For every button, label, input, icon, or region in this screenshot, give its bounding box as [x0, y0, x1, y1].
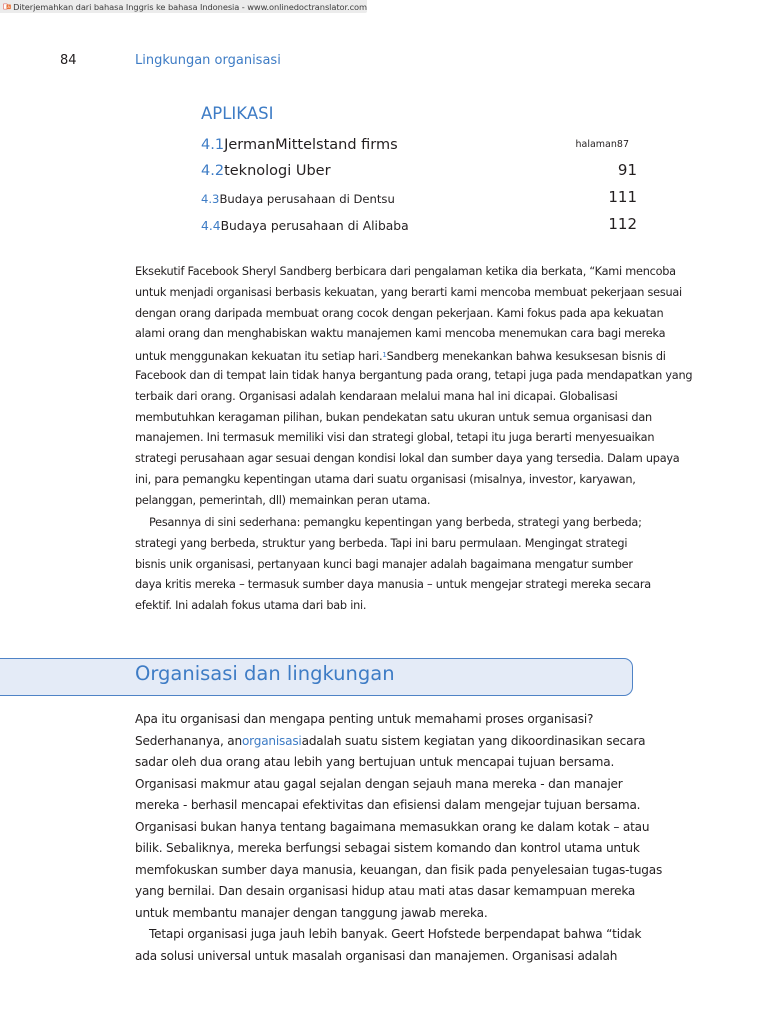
text-line: strategi yang berbeda, struktur yang berbeda. Tapi ini baru permulaan. Mengingat strategi — [135, 536, 628, 550]
running-head: Lingkungan organisasi — [135, 53, 281, 68]
application-item — [201, 133, 637, 153]
text-line: membutuhkan keragaman pilihan, bukan pendekatan satu ukuran untuk semua organisasi dan — [135, 410, 652, 424]
text-line: untuk membantu manajer dengan tanggung jawab mereka. — [135, 905, 488, 920]
text-line: pelanggan, pemerintah, dll) memainkan peran utama. — [135, 493, 431, 507]
text-line — [135, 731, 646, 753]
text-line: memfokuskan sumber daya manusia, keuangan, dan fisik pada penyelesaian tugas-tugas — [135, 862, 663, 877]
translator-banner[interactable] — [0, 0, 367, 13]
text-line: Organisasi makmur atau gagal sejalan dengan sejauh mana mereka - dan manajer — [135, 776, 623, 791]
application-number: 4.3 — [201, 192, 220, 206]
text-line: ada solusi universal untuk masalah organisasi dan manajemen. Organisasi adalah — [135, 948, 618, 963]
text-line: sadar oleh dua orang atau lebih yang bertujuan untuk mencapai tujuan bersama. — [135, 755, 615, 769]
svg-text:A: A — [7, 5, 10, 10]
text-segment: Sandberg menekankan bahwa kesuksesan bisnis di — [386, 350, 666, 364]
text-line: strategi perusahaan agar sesuai dengan kondisi lokal dan sumber daya yang tersedia. Dalam upaya — [135, 452, 680, 466]
applications-heading: APLIKASI — [201, 104, 274, 123]
text-line: alami orang dan menghabiskan waktu manajemen kami mencoba menemukan cara bagi mereka — [135, 327, 666, 341]
application-number: 4.2 — [201, 163, 225, 179]
text-line: mereka - berhasil mencapai efektivitas dan efisiensi dalam mengejar tujuan bersama. — [135, 798, 641, 812]
section-title: Organisasi dan lingkungan — [135, 662, 395, 685]
text-line: dengan orang daripada membuat orang cocok dengan pekerjaan. Kami fokus pada apa kekuatan — [135, 306, 664, 320]
application-title: JermanMittelstand firms — [224, 137, 398, 153]
text-line: daya kritis mereka – termasuk sumber daya manusia – untuk mengejar strategi mereka secara — [135, 578, 651, 592]
text-segment: untuk menggunakan kekuatan itu setiap hari. — [135, 350, 383, 364]
text-segment: adalah suatu sistem kegiatan yang dikoordinasikan secara — [301, 733, 646, 748]
text-line: Organisasi bukan hanya tentang bagaimana memasukkan orang ke dalam kotak – atau — [135, 819, 650, 834]
pdf-translate-icon — [3, 1, 11, 12]
text-line: untuk menjadi organisasi berbasis kekuatan, yang berarti kami mencoba membuat pekerjaan sesuai — [135, 285, 682, 299]
text-line: bisnis unik organisasi, pertanyaan kunci bagi manajer adalah bagaimana mengatur sumber — [135, 557, 633, 571]
text-line: Facebook dan di tempat lain tidak hanya bergantung pada orang, tetapi juga pada mendapatkan yang — [135, 368, 693, 382]
application-page: 111 — [608, 188, 637, 206]
application-page: 112 — [608, 215, 637, 233]
text-line: ini, para pemangku kepentingan utama dari suatu organisasi (misalnya, investor, karyawan, — [135, 472, 636, 486]
application-page: halaman87 — [575, 139, 629, 150]
glossary-term-link[interactable]: organisasi — [241, 733, 302, 748]
application-page: 91 — [617, 161, 637, 179]
text-line: bilik. Sebaliknya, mereka berfungsi sebagai sistem komando dan kontrol utama untuk — [135, 841, 640, 855]
text-line: Tetapi organisasi juga jauh lebih banyak. Geert Hofstede berpendapat bahwa “tidak — [149, 927, 642, 941]
text-line: Eksekutif Facebook Sheryl Sandberg berbicara dari pengalaman ketika dia berkata, “Kami mencoba — [135, 265, 676, 278]
application-title: Budaya perusahaan di Dentsu — [219, 192, 395, 206]
text-line: yang bernilai. Dan desain organisasi hidup atau mati atas dasar kemampuan mereka — [135, 884, 636, 898]
application-number: 4.1 — [201, 137, 225, 153]
intro-paragraph-2 — [135, 513, 651, 617]
section-body — [135, 709, 663, 967]
text-line — [135, 345, 666, 366]
application-item — [201, 159, 637, 179]
page-number: 84 — [60, 53, 77, 68]
text-line: terbaik dari orang. Organisasi adalah kendaraan melalui mana hal ini dicapai. Globalisasi — [135, 389, 618, 403]
text-line: manajemen. Ini termasuk memiliki visi dan strategi global, tetapi itu juga berarti menyesuaikan — [135, 431, 655, 445]
text-line: efektif. Ini adalah fokus utama dari bab ini. — [135, 599, 367, 613]
application-number: 4.4 — [201, 219, 221, 233]
application-title: Budaya perusahaan di Alibaba — [220, 219, 409, 233]
translator-banner-text[interactable]: Diterjemahkan dari bahasa Inggris ke bahasa Indonesia - www.onlinedoctranslator.com — [13, 1, 367, 12]
text-line: Apa itu organisasi dan mengapa penting untuk memahami proses organisasi? — [135, 712, 594, 726]
application-item — [201, 213, 637, 233]
intro-paragraph-1 — [135, 262, 693, 512]
text-segment: Sederhananya, an — [135, 733, 242, 748]
application-title: teknologi Uber — [224, 163, 331, 179]
application-item — [201, 186, 637, 206]
text-line: Pesannya di sini sederhana: pemangku kepentingan yang berbeda, strategi yang berbeda; — [149, 516, 642, 529]
footnote-reference[interactable]: 1 — [382, 351, 387, 360]
